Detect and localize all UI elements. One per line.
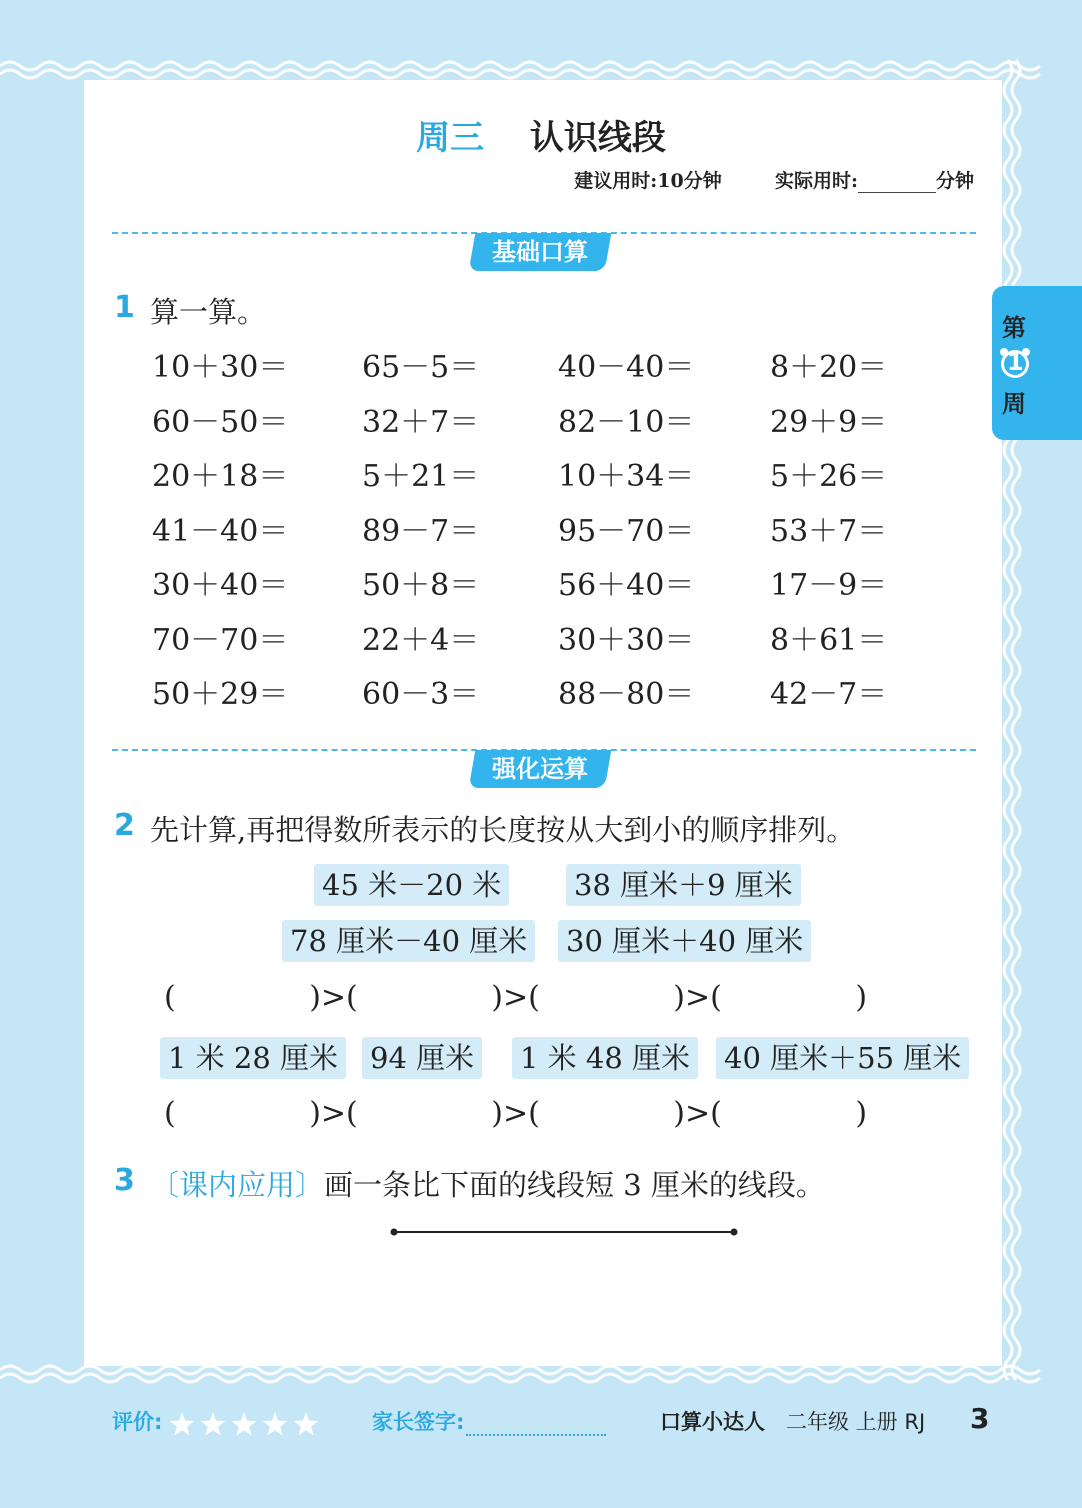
calc-item[interactable]: 5＋21＝ <box>362 459 480 494</box>
calc-item[interactable]: 8＋61＝ <box>770 622 888 658</box>
length-chip: 1 米 48 厘米 <box>512 1037 698 1079</box>
page-title <box>0 110 1082 159</box>
calc-item[interactable]: 95－70＝ <box>558 513 695 549</box>
section-tag-basic: 基础口算 <box>469 233 612 271</box>
calc-item[interactable]: 29＋9＝ <box>770 404 888 440</box>
calc-item[interactable]: 5＋26＝ <box>770 459 888 494</box>
calc-item[interactable]: 89－7＝ <box>362 513 480 549</box>
star-icon[interactable] <box>201 1412 226 1436</box>
time-row <box>574 166 974 193</box>
question-3-tag: 〔课内应用〕 <box>150 1168 325 1202</box>
week-side-tab <box>992 286 1082 440</box>
title-topic: 认识线段 <box>529 118 666 158</box>
side-tab-bottom: 周 <box>1002 390 1026 418</box>
length-chip: 45 米－20 米 <box>314 864 509 906</box>
calc-item[interactable]: 65－5＝ <box>362 350 480 385</box>
calc-item[interactable]: 50＋29＝ <box>152 677 289 712</box>
length-chip: 1 米 28 厘米 <box>160 1037 346 1079</box>
length-chip: 30 厘米＋40 厘米 <box>558 920 811 962</box>
rating-label: 评价: <box>112 1410 163 1434</box>
length-chip: 78 厘米－40 厘米 <box>282 920 535 962</box>
question-3-text: 画一条比下面的线段短 3 厘米的线段。 <box>324 1168 825 1202</box>
line-segment <box>388 1222 740 1242</box>
calc-item[interactable]: 82－10＝ <box>558 404 695 440</box>
book-title: 口算小达人 <box>660 1410 765 1434</box>
calc-item[interactable]: 30＋40＝ <box>152 568 289 603</box>
rating-stars[interactable] <box>168 1410 320 1440</box>
question-1-prompt: 算一算。 <box>150 295 267 329</box>
question-1-number: 1 <box>114 290 135 325</box>
calc-item[interactable]: 42－7＝ <box>770 677 888 712</box>
order-answer-row[interactable]: ( )>( )>( )>( ) <box>164 1096 868 1131</box>
calc-item[interactable]: 8＋20＝ <box>770 350 888 385</box>
question-2-number: 2 <box>114 808 135 843</box>
parent-sign-line[interactable] <box>466 1434 606 1436</box>
calc-item[interactable]: 50＋8＝ <box>362 568 480 603</box>
grade-info: 二年级 上册 RJ <box>786 1410 926 1434</box>
actual-time-label: 实际用时: <box>774 170 858 192</box>
page-number: 3 <box>970 1402 990 1435</box>
length-chip: 94 厘米 <box>362 1037 482 1079</box>
calc-item[interactable]: 60－3＝ <box>362 677 480 712</box>
question-3-number: 3 <box>114 1163 135 1198</box>
calc-item[interactable]: 41－40＝ <box>152 513 289 549</box>
star-icon[interactable] <box>232 1412 257 1436</box>
star-icon[interactable] <box>263 1412 288 1436</box>
actual-time-blank[interactable] <box>858 174 936 193</box>
calc-item[interactable]: 53＋7＝ <box>770 513 888 549</box>
calc-item[interactable]: 88－80＝ <box>558 677 695 712</box>
calc-item[interactable]: 60－50＝ <box>152 404 289 440</box>
suggested-time: 建议用时:10分钟 <box>574 170 722 192</box>
calc-item[interactable]: 10＋34＝ <box>558 459 695 494</box>
length-chip: 40 厘米＋55 厘米 <box>716 1037 969 1079</box>
order-answer-row[interactable]: ( )>( )>( )>( ) <box>164 980 868 1015</box>
calc-item[interactable]: 17－9＝ <box>770 568 888 603</box>
side-tab-top: 第 <box>1002 314 1026 342</box>
calc-item[interactable]: 20＋18＝ <box>152 459 289 494</box>
section-tag-advanced: 强化运算 <box>469 750 612 788</box>
calc-item[interactable]: 30＋30＝ <box>558 622 695 658</box>
side-tab-number: 1 <box>1007 348 1024 376</box>
question-2-prompt: 先计算,再把得数所表示的长度按从大到小的顺序排列。 <box>150 813 856 847</box>
star-icon[interactable] <box>294 1412 319 1436</box>
calc-item[interactable]: 40－40＝ <box>558 350 695 385</box>
minutes-unit: 分钟 <box>935 170 974 192</box>
calc-item[interactable]: 10＋30＝ <box>152 350 289 385</box>
calc-item[interactable]: 70－70＝ <box>152 622 289 658</box>
calc-item[interactable]: 22＋4＝ <box>362 622 480 658</box>
title-day: 周三 <box>416 118 485 158</box>
calc-item[interactable]: 56＋40＝ <box>558 568 695 603</box>
question-3-prompt <box>150 1163 825 1204</box>
calc-item[interactable]: 32＋7＝ <box>362 404 480 440</box>
parent-sign-label: 家长签字: <box>372 1410 465 1434</box>
length-chip: 38 厘米＋9 厘米 <box>566 864 801 906</box>
star-icon[interactable] <box>170 1412 195 1436</box>
